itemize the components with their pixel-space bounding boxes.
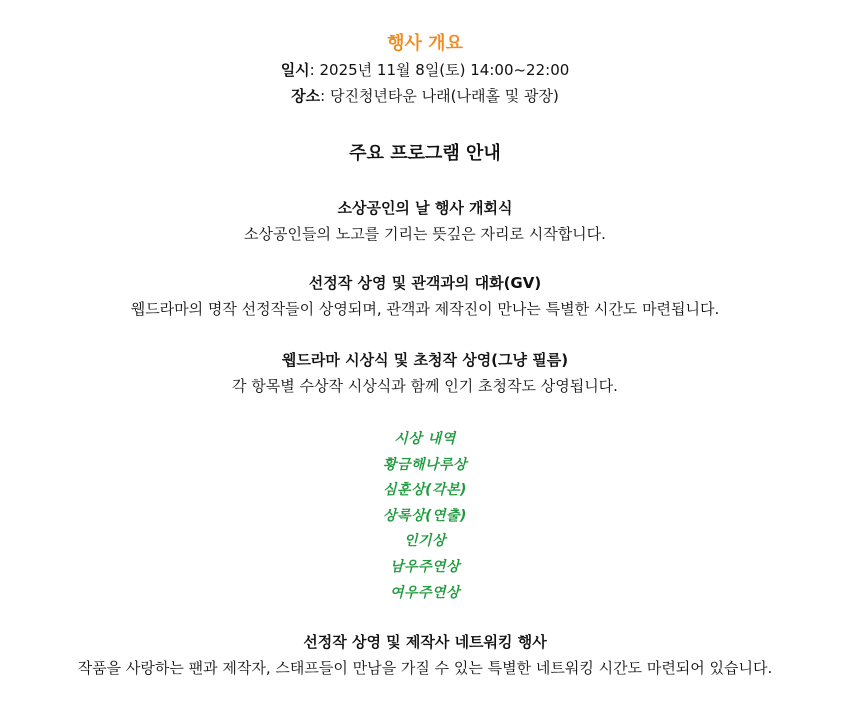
award-item: 인기상 [403,533,447,550]
date-label: 일시 [280,61,310,79]
program-desc-awards-ceremony: 각 항목별 수상작 시상식과 함께 인기 초청작도 상영됩니다. [232,377,618,395]
event-place-line [0,86,850,106]
award-item: 여우주연상 [389,584,461,601]
event-date-line [0,60,850,80]
award-item: 황금해나루상 [382,456,468,473]
program-title-networking: 선정작 상영 및 제작사 네트워킹 행사 [303,633,547,651]
place-label: 장소 [291,87,321,105]
program-title-awards-ceremony: 웹드라마 시상식 및 초청작 상영(그냥 필름) [281,351,569,369]
awards-list [0,427,850,606]
program-title-opening: 소상공인의 날 행사 개회식 [337,199,513,217]
overview-title: 행사 개요 [387,33,463,54]
award-item: 남우주연상 [389,558,461,575]
program-desc-screening-gv: 웹드라마의 명작 선정작들이 상영되며, 관객과 제작진이 만나는 특별한 시간도 마련됩니다. [130,300,720,318]
program-desc-networking: 작품을 사랑하는 팬과 제작자, 스태프들이 만남을 가질 수 있는 특별한 네트워킹 시간도 마련되어 있습니다. [77,659,773,677]
award-item: 심훈상(각본) [383,482,467,499]
program-desc-opening: 소상공인들의 노고를 기리는 뜻깊은 자리로 시작합니다. [244,225,606,243]
date-value: : 2025년 11월 8일(토) 14:00~22:00 [309,61,570,79]
programs-heading: 주요 프로그램 안내 [349,143,501,164]
place-value: : 당진청년타운 나래(나래홀 및 광장) [320,87,559,105]
program-title-screening-gv: 선정작 상영 및 관객과의 대화(GV) [308,274,542,292]
awards-heading: 시상 내역 [394,431,456,447]
award-item: 상록상(연출) [383,507,467,524]
